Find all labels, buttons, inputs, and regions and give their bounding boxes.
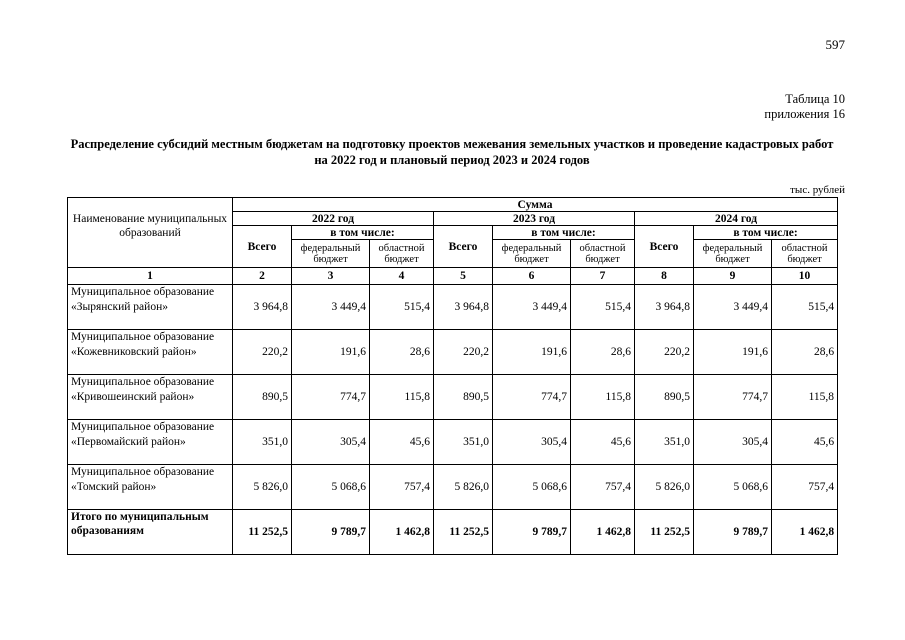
value-cell: 757,4 <box>370 465 434 510</box>
header-regional-2023: областной бюджет <box>571 240 635 268</box>
value-cell: 191,6 <box>493 330 571 375</box>
table-row <box>68 375 838 420</box>
value-cell: 45,6 <box>571 420 635 465</box>
value-cell: 3 449,4 <box>292 285 370 330</box>
value-cell: 757,4 <box>772 465 838 510</box>
total-value-cell: 1 462,8 <box>772 510 838 555</box>
column-number: 1 <box>68 268 233 285</box>
municipality-name: Муниципальное образование «Кожевниковский район» <box>68 330 233 375</box>
value-cell: 774,7 <box>292 375 370 420</box>
value-cell: 5 826,0 <box>635 465 694 510</box>
value-cell: 351,0 <box>233 420 292 465</box>
value-cell: 774,7 <box>493 375 571 420</box>
value-cell: 28,6 <box>370 330 434 375</box>
total-row <box>68 510 838 555</box>
total-row-label: Итого по муниципальным образованиям <box>68 510 233 555</box>
value-cell: 515,4 <box>571 285 635 330</box>
value-cell: 191,6 <box>694 330 772 375</box>
total-value-cell: 1 462,8 <box>571 510 635 555</box>
value-cell: 890,5 <box>233 375 292 420</box>
value-cell: 115,8 <box>370 375 434 420</box>
header-year-2023: 2023 год <box>434 212 635 226</box>
municipality-name: Муниципальное образование «Первомайский район» <box>68 420 233 465</box>
value-cell: 305,4 <box>292 420 370 465</box>
table-row <box>68 420 838 465</box>
column-number: 3 <box>292 268 370 285</box>
value-cell: 5 068,6 <box>694 465 772 510</box>
column-number: 7 <box>571 268 635 285</box>
value-cell: 305,4 <box>694 420 772 465</box>
value-cell: 890,5 <box>635 375 694 420</box>
header-including-2023: в том числе: <box>493 226 635 240</box>
value-cell: 5 068,6 <box>493 465 571 510</box>
total-value-cell: 9 789,7 <box>292 510 370 555</box>
value-cell: 28,6 <box>571 330 635 375</box>
value-cell: 3 964,8 <box>233 285 292 330</box>
header-regional-2024: областной бюджет <box>772 240 838 268</box>
municipality-name: Муниципальное образование «Зырянский район» <box>68 285 233 330</box>
value-cell: 890,5 <box>434 375 493 420</box>
value-cell: 115,8 <box>772 375 838 420</box>
column-number: 10 <box>772 268 838 285</box>
municipality-name: Муниципальное образование «Томский район» <box>68 465 233 510</box>
units-label: тыс. рублей <box>790 184 845 196</box>
header-including-2024: в том числе: <box>694 226 838 240</box>
table-reference <box>640 92 845 122</box>
column-number: 5 <box>434 268 493 285</box>
column-number-row <box>68 268 838 285</box>
value-cell: 3 449,4 <box>493 285 571 330</box>
value-cell: 5 826,0 <box>233 465 292 510</box>
header-year-2024: 2024 год <box>635 212 838 226</box>
column-number: 9 <box>694 268 772 285</box>
column-number: 6 <box>493 268 571 285</box>
total-value-cell: 11 252,5 <box>635 510 694 555</box>
value-cell: 115,8 <box>571 375 635 420</box>
value-cell: 351,0 <box>635 420 694 465</box>
subsidy-table <box>67 197 838 555</box>
value-cell: 3 449,4 <box>694 285 772 330</box>
header-federal-2023: федеральный бюджет <box>493 240 571 268</box>
value-cell: 305,4 <box>493 420 571 465</box>
value-cell: 5 068,6 <box>292 465 370 510</box>
total-value-cell: 11 252,5 <box>434 510 493 555</box>
header-regional-2022: областной бюджет <box>370 240 434 268</box>
document-title: Распределение субсидий местным бюджетам на подготовку проектов межевания земельных участков и проведение кадастровых работ на 2022 год и плановый период 2023 и 2024 годов <box>70 137 834 167</box>
column-number: 8 <box>635 268 694 285</box>
table-row <box>68 330 838 375</box>
table-row <box>68 285 838 330</box>
header-total-2023: Всего <box>434 226 493 268</box>
value-cell: 220,2 <box>233 330 292 375</box>
value-cell: 757,4 <box>571 465 635 510</box>
value-cell: 3 964,8 <box>635 285 694 330</box>
value-cell: 515,4 <box>370 285 434 330</box>
header-including-2022: в том числе: <box>292 226 434 240</box>
header-total-2024: Всего <box>635 226 694 268</box>
table-ref-line1: Таблица 10 <box>785 92 845 106</box>
total-value-cell: 11 252,5 <box>233 510 292 555</box>
value-cell: 45,6 <box>772 420 838 465</box>
header-federal-2024: федеральный бюджет <box>694 240 772 268</box>
header-sum: Сумма <box>233 198 838 212</box>
value-cell: 45,6 <box>370 420 434 465</box>
value-cell: 515,4 <box>772 285 838 330</box>
value-cell: 220,2 <box>635 330 694 375</box>
value-cell: 191,6 <box>292 330 370 375</box>
column-number: 2 <box>233 268 292 285</box>
value-cell: 28,6 <box>772 330 838 375</box>
total-value-cell: 9 789,7 <box>694 510 772 555</box>
value-cell: 774,7 <box>694 375 772 420</box>
total-value-cell: 9 789,7 <box>493 510 571 555</box>
page-number: 597 <box>825 37 845 52</box>
value-cell: 220,2 <box>434 330 493 375</box>
header-year-2022: 2022 год <box>233 212 434 226</box>
header-federal-2022: федеральный бюджет <box>292 240 370 268</box>
header-total-2022: Всего <box>233 226 292 268</box>
value-cell: 3 964,8 <box>434 285 493 330</box>
header-municipality-name: Наименование муниципальных образований <box>68 198 233 268</box>
value-cell: 5 826,0 <box>434 465 493 510</box>
table-row <box>68 465 838 510</box>
column-number: 4 <box>370 268 434 285</box>
municipality-name: Муниципальное образование «Кривошеинский район» <box>68 375 233 420</box>
value-cell: 351,0 <box>434 420 493 465</box>
table-ref-line2: приложения 16 <box>764 107 845 121</box>
total-value-cell: 1 462,8 <box>370 510 434 555</box>
